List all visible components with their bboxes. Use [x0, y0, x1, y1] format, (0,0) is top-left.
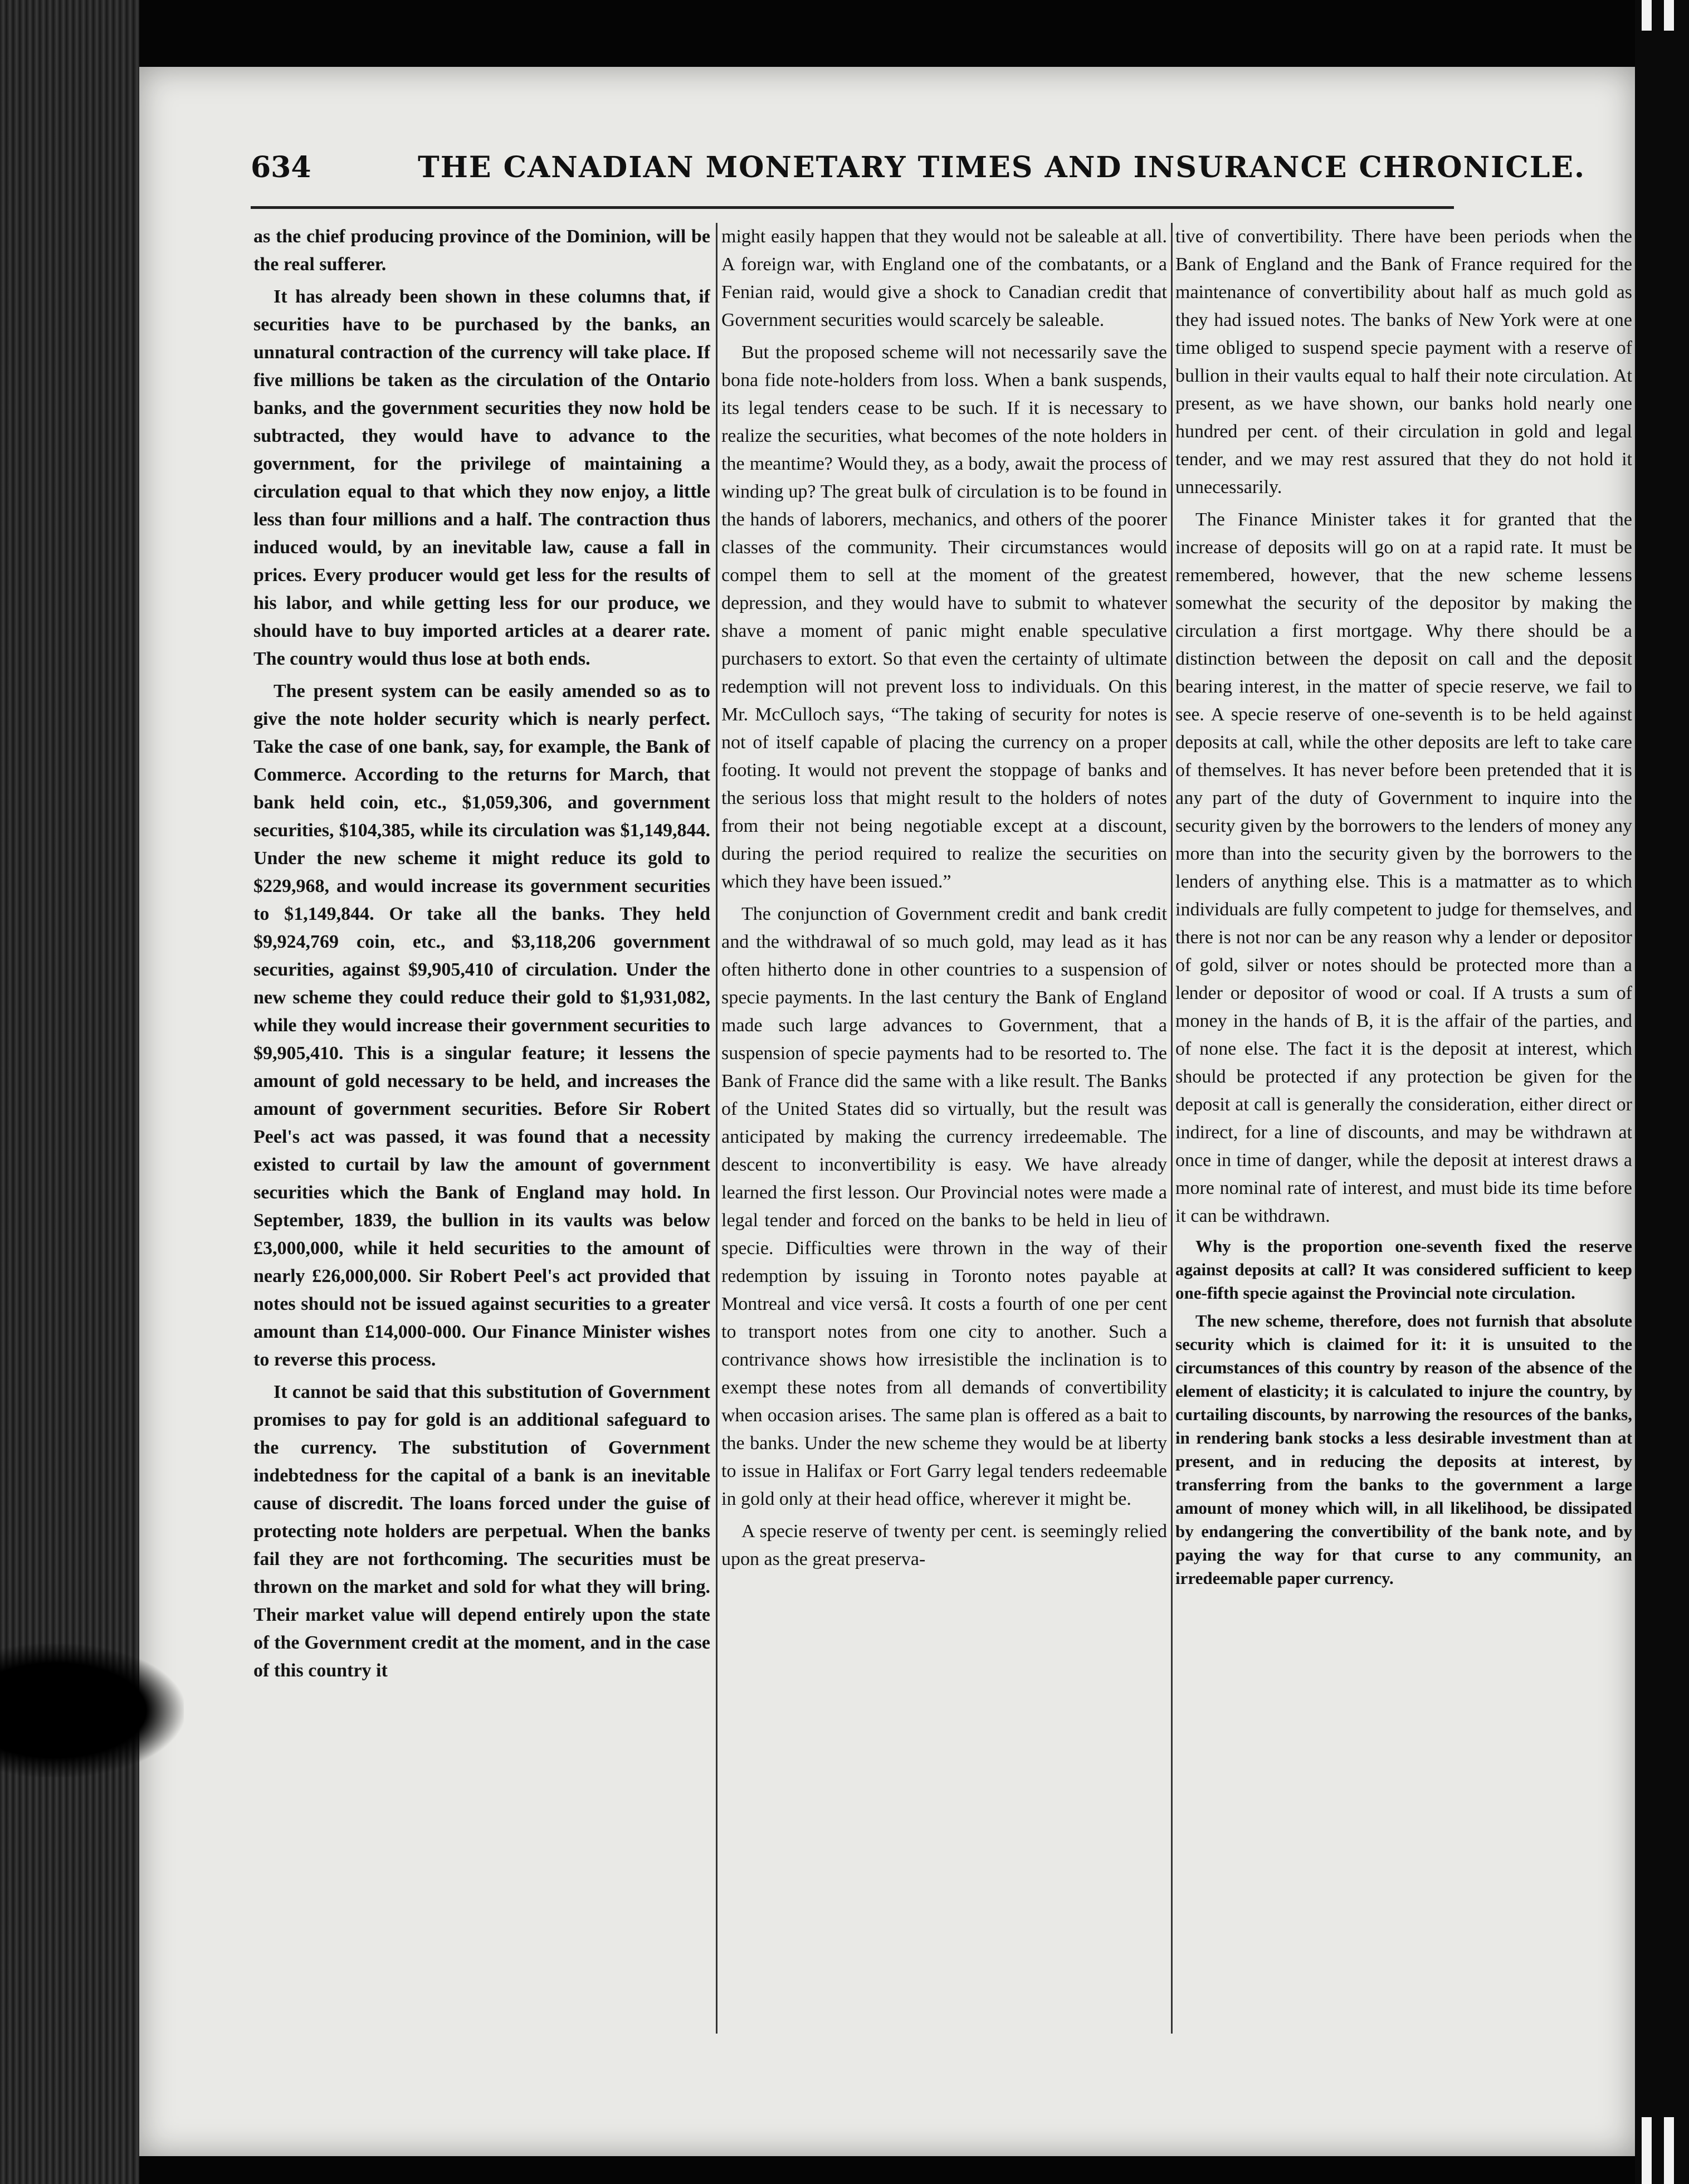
column-rule — [716, 223, 717, 2034]
film-mark — [1642, 2117, 1652, 2184]
paragraph: A specie reserve of twenty per cent. is seemingly relied upon as the great preserva- — [721, 1521, 1167, 1569]
paragraph: The present system can be easily amended so as to give the note holder security which is nearly perfect. Take the case of one bank, say, for example, the Bank of Commerce. According to the returns for March, that bank held coin, etc., $1,059,306, and government securities, $104,385, while its circulation was $1,149,844. Under the new scheme it might reduce its gold to $229,968, and would increase its government securities to $1,149,844. Or take all the banks. They held $9,924,769 coin, etc., and $3,118,206 government securities, against $9,905,410 of circulation. Under the new scheme they could reduce their gold to $1,931,082, while they would increase their government securities to $9,905,410. This is a singular feature; it lessens the amount of gold necessary to be held, and increases the amount of government securities. Before Sir Robert Peel's act was passed, it was found that a necessity existed to curtail by law the amount of government securities which the Bank of England may hold. In September, 1839, the bullion in its vaults was below £3,000,000, while it held securities to the amount of nearly £26,000,000. Sir Robert Peel's act provided that notes should not be issued against securities to a greater amount than £14,000-000. Our Finance Minister wishes to reverse this process. — [253, 681, 710, 1370]
paragraph: But the proposed scheme will not necessarily save the bona fide note-holders from loss. When a bank suspends, its legal tenders cease to be such. If it is necessary to realize the securities, what becomes of the note holders in the meantime? Would they, as a body, await the process of winding up? The great bulk of circulation is to be found in the hands of laborers, mechanics, and others of the poorer classes of the community. Their circumstances would compel them to sell at the moment of the greatest depression, and they would have to submit to whatever shave a moment of panic might enable speculative purchasers to extort. So that even the certainty of ultimate redemption will not prevent loss to individuals. On this Mr. McCulloch says, “The taking of security for notes is not of itself capable of placing the currency on a proper footing. It would not prevent the stoppage of banks and the serious loss that might result to the holders of notes from their not being negotiable except at a discount, during the period required to realize the securities on which they have been issued.” — [721, 342, 1167, 892]
paragraph: tive of convertibility. There have been periods when the Bank of England and the Bank of France required for the maintenance of convertibility about half as much gold as they had issued notes. The banks of New York were at one time obliged to suspend specie payment with a reserve of bullion in their vaults equal to half their note circulation. At present, as we have shown, our banks hold nearly one hundred per cent. of their circulation in gold and legal tender, and we may rest assured that they do not hold it unnecessarily. — [1175, 226, 1632, 498]
film-border — [1635, 0, 1689, 2184]
column-3 — [1175, 223, 1632, 2061]
paragraph: The conjunction of Government credit and bank credit and the withdrawal of so much gold, may lead as it has often hitherto done in other countries to a suspension of specie payments. In the last century the Bank of England made such large advances to Government, that a suspension of specie payments had to be resorted to. The Bank of France did the same with a like result. The Banks of the United States did so virtually, but the result was anticipated by making the currency irredeemable. The descent to inconvertibility is easy. We have already learned the first lesson. Our Provincial notes were made a legal tender and forced on the banks to be held in lieu of specie. Difficulties were thrown in the way of their redemption by issuing in Toronto notes payable at Montreal and vice versâ. It costs a fourth of one per cent to transport notes from one city to another. Such a contrivance shows how irresistible the inclination is to exempt these notes from all demands of convertibility when occasion arises. The same plan is offered as a bait to the banks. Under the new scheme they would be at liberty to issue in Halifax or Fort Garry legal tenders redeemable in gold only at their head office, wherever it might be. — [721, 904, 1167, 1509]
newspaper-page — [139, 67, 1635, 2156]
paragraph: It cannot be said that this substitution of Government promises to pay for gold is an additional safeguard to the currency. The substitution of Government indebtedness for the capital of a bank is an inevitable cause of discredit. The loans forced under the guise of protecting note holders are perpetual. When the banks fail they are not forthcoming. The securities must be thrown on the market and sold for what they will bring. Their market value will depend entirely upon the state of the Government credit at the moment, and in the case of this country it — [253, 1382, 710, 1681]
paragraph: Why is the proportion one-seventh fixed the reserve against deposits at call? It was considered sufficient to keep one-fifth specie against the Provincial note circulation. — [1175, 1236, 1632, 1303]
column-rule — [1171, 223, 1173, 2034]
page-number: 634 — [251, 150, 311, 184]
column-1 — [253, 223, 710, 2061]
book-edge — [0, 0, 139, 2184]
scanner-thumb-shadow — [0, 1644, 184, 1777]
page-header — [251, 150, 1586, 201]
paragraph: as the chief producing province of the Dominion, will be the real sufferer. — [253, 226, 710, 275]
paragraph: might easily happen that they would not be saleable at all. A foreign war, with England one of the combatants, or a Fenian raid, would give a shock to Canadian credit that Government securities would scarcely be saleable. — [721, 226, 1167, 330]
journal-title: THE CANADIAN MONETARY TIMES AND INSURANCE CHRONICLE. — [418, 150, 1586, 184]
film-mark — [1664, 0, 1674, 31]
film-mark — [1642, 0, 1652, 31]
column-2 — [721, 223, 1167, 2061]
film-mark — [1664, 2117, 1674, 2184]
header-rule — [251, 206, 1454, 209]
paragraph: The Finance Minister takes it for granted that the increase of deposits will go on at a rapid rate. It must be remembered, however, that the new scheme lessens somewhat the security of the depositor by making the circulation a first mortgage. Why there should be a distinction between the deposit on call and the deposit bearing interest, in the matter of specie reserve, we fail to see. A specie reserve of one-seventh is to be held against deposits at call, while the other deposits are left to take care of themselves. It has never before been pretended that it is any part of the duty of Government to inquire into the security given by the borrowers to the lenders of money any more than into the security given by the borrowers to the lenders of anything else. This is a matmatter as to which individuals are fully competent to judge for themselves, and there is not nor can be any reason why a lender or depositor of gold, silver or notes should be protected more than a lender or depositor of wood or coal. If A trusts a sum of money in the hands of B, it is the affair of the parties, and of none else. The fact it is the deposit at interest, which should be protected if any protection be given for the deposit at call is generally the consideration, either direct or indirect, for a line of discounts, and may be withdrawn at once in time of danger, while the deposit at interest draws a more nominal rate of interest, and must bide its time before it can be withdrawn. — [1175, 509, 1632, 1226]
paragraph: The new scheme, therefore, does not furnish that absolute security which is claimed for it: it is unsuited to the circumstances of this country by reason of the absence of the element of elasticity; it is calculated to injure the country, by curtailing discounts, by narrowing the resources of the banks, in rendering bank stocks a less desirable investment than at present, and in reducing the deposits at interest, by transferring from the banks to the government a large amount of money which will, in all likelihood, be dissipated by endangering the convertibility of the bank note, and by paying the way for that curse to any community, an irredeemable paper currency. — [1175, 1311, 1632, 1588]
paragraph: It has already been shown in these columns that, if securities have to be purchased by the banks, an unnatural contraction of the currency will take place. If five millions be taken as the circulation of the Ontario banks, and the government securities they now hold be subtracted, they would have to advance to the government, for the privilege of maintaining a circulation equal to that which they now enjoy, a little less than four millions and a half. The contraction thus induced would, by an inevitable law, cause a fall in prices. Every producer would get less for the results of his labor, and while getting less for our produce, we should have to buy imported articles at a dearer rate. The country would thus lose at both ends. — [253, 286, 710, 669]
